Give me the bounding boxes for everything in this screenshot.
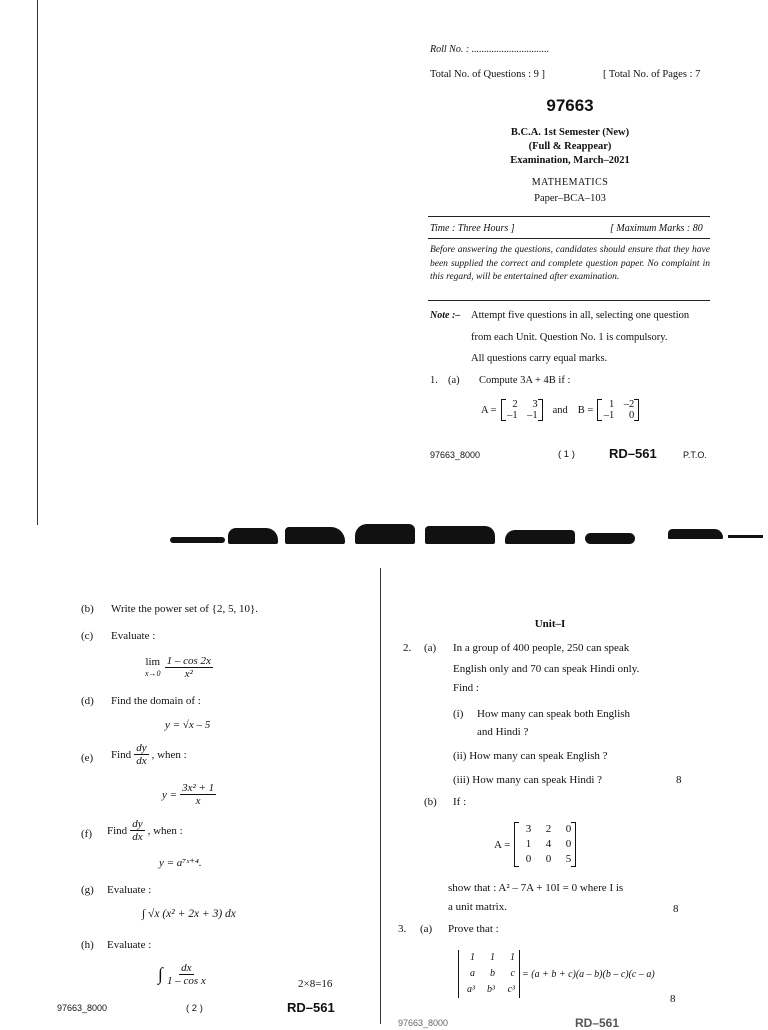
matrix-cell: 0 xyxy=(565,838,572,850)
page-gutter xyxy=(380,568,381,1024)
matrix-b xyxy=(597,399,639,421)
det-cell: 1 xyxy=(470,952,475,963)
exam-session: Examination, March–2021 xyxy=(510,155,630,166)
divider xyxy=(428,300,710,301)
det-cell: c xyxy=(510,968,515,979)
page-edge xyxy=(37,0,38,525)
det-cell: a³ xyxy=(467,984,475,995)
total-questions: Total No. of Questions : 9 ] xyxy=(430,69,546,80)
fraction-numerator: dy xyxy=(136,742,147,754)
fraction-denominator: 1 – cos x xyxy=(166,975,206,987)
note-line-3: All questions carry equal marks. xyxy=(471,353,608,364)
matrix-a-label: A = xyxy=(481,404,497,416)
derivative-prompt xyxy=(107,818,183,843)
maximum-marks: [ Maximum Marks : 80 xyxy=(610,223,703,234)
part-label: (b) xyxy=(81,603,94,615)
part-label: (f) xyxy=(81,828,92,840)
det-cell: c³ xyxy=(507,984,515,995)
det-cell: b³ xyxy=(487,984,495,995)
question-text: and Hindi ? xyxy=(477,726,529,738)
fraction-numerator: dx xyxy=(181,962,192,974)
question-text: Evaluate : xyxy=(107,939,152,951)
question-number: 2. xyxy=(403,642,412,654)
divider xyxy=(428,238,710,239)
find-text: Find xyxy=(107,824,128,837)
matrix-cell: 1 xyxy=(525,838,532,850)
limit-subscript: x→0 xyxy=(145,668,161,678)
marks: 8 xyxy=(676,774,682,786)
det-cell: 1 xyxy=(490,952,495,963)
matrix-cell: 3 xyxy=(532,399,538,410)
footer-rd-code: RD–561 xyxy=(287,1000,335,1015)
part-label: (a) xyxy=(424,642,437,654)
time-allowed: Time : Three Hours ] xyxy=(430,223,515,234)
question-text: show that : A² – 7A + 10I = 0 where I is xyxy=(448,882,624,894)
fraction-denominator: dx xyxy=(136,755,147,767)
and-text: and xyxy=(552,404,568,416)
part-label: (a) xyxy=(420,923,433,935)
footer-page-number: ( 2 ) xyxy=(186,1003,203,1014)
matrix-cell: 4 xyxy=(545,838,552,850)
subject: MATHEMATICS xyxy=(531,177,609,188)
matrix-cell: –1 xyxy=(527,410,538,421)
fraction-numerator: 3x² + 1 xyxy=(182,782,215,794)
course-title: B.C.A. 1st Semester (New) xyxy=(510,127,630,138)
part-label: (e) xyxy=(81,752,94,764)
matrix-cell: 5 xyxy=(565,853,572,865)
matrix-cell: –2 xyxy=(623,399,635,410)
determinant-equation xyxy=(458,950,655,998)
question-number: 1. xyxy=(430,375,438,386)
determinant xyxy=(458,950,520,998)
marks: 8 xyxy=(670,993,676,1005)
fraction-numerator: dy xyxy=(132,818,143,830)
paper-code: 97663 xyxy=(546,96,594,115)
matrix-cell: 0 xyxy=(525,853,532,865)
find-text: Find xyxy=(111,748,132,761)
domain-expression: y = √x – 5 xyxy=(165,719,211,731)
note-label: Note :– xyxy=(430,310,461,321)
function-expression: y = a⁷ˣ⁺⁴. xyxy=(159,857,202,869)
question-text: Prove that : xyxy=(448,923,499,935)
question-text: a unit matrix. xyxy=(448,901,507,913)
footer-code: 97663_8000 xyxy=(57,1003,108,1013)
matrix-cell: 2 xyxy=(545,823,552,835)
footer-page-number: ( 1 ) xyxy=(558,449,575,460)
unit-heading: Unit–I xyxy=(534,618,566,630)
det-cell: a xyxy=(470,968,475,979)
marks: 2×8=16 xyxy=(298,978,333,990)
when-text: , when : xyxy=(151,748,187,761)
note-line-2: from each Unit. Question No. 1 is compulsory. xyxy=(471,332,668,343)
footer-rd-code: RD–561 xyxy=(575,1016,620,1030)
footer-rd-code: RD–561 xyxy=(609,446,657,461)
fraction-numerator: 1 – cos 2x xyxy=(166,655,211,667)
instructions: Before answering the questions, candidates should ensure that they have been supplied the correct and complete question paper. No complaint in this regard, will be entertained after examination. xyxy=(430,245,710,282)
integral-expression xyxy=(158,962,208,987)
divider xyxy=(428,216,710,217)
sub-part-label: (i) xyxy=(453,708,464,720)
marks: 8 xyxy=(673,903,679,915)
matrix-cell: 0 xyxy=(545,853,552,865)
matrix-cell: 3 xyxy=(525,823,532,835)
matrix-a xyxy=(514,822,576,867)
matrix-label: A = xyxy=(494,838,511,851)
roll-no: Roll No. : ............................... xyxy=(430,44,550,55)
total-pages: [ Total No. of Pages : 7 xyxy=(603,69,701,80)
question-number: 3. xyxy=(398,923,407,935)
part-label: (c) xyxy=(81,630,94,642)
matrix-cell: 0 xyxy=(565,823,572,835)
integral-symbol: ∫ xyxy=(158,964,163,984)
question-text: (ii) How many can speak English ? xyxy=(453,750,608,762)
fraction-denominator: dx xyxy=(132,831,143,843)
matrix-equation xyxy=(494,822,576,867)
question-text: In a group of 400 people, 250 can speak xyxy=(453,642,630,654)
note-line-1: Attempt five questions in all, selecting one question xyxy=(471,310,690,321)
part-label: (b) xyxy=(424,796,437,808)
limit-expression xyxy=(145,655,213,680)
footer-code: 97663_8000 xyxy=(430,450,481,460)
derivative-prompt xyxy=(111,742,187,767)
question-text: If : xyxy=(453,796,467,808)
question-text: English only and 70 can speak Hindi only. xyxy=(453,663,640,675)
determinant-rhs: = (a + b + c)(a – b)(b – c)(c – a) xyxy=(522,968,655,980)
fraction-denominator: x xyxy=(195,795,201,807)
fraction-denominator: x² xyxy=(184,668,193,680)
question-text: How many can speak both English xyxy=(477,708,631,720)
matrix-equation xyxy=(481,399,639,421)
question-part-label: (a) xyxy=(448,375,460,386)
det-cell: 1 xyxy=(510,952,515,963)
question-text: Evaluate : xyxy=(107,884,152,896)
matrix-cell: 1 xyxy=(609,399,615,410)
footer-pto: P.T.O. xyxy=(683,450,707,460)
matrix-cell: 2 xyxy=(512,399,518,410)
part-label: (d) xyxy=(81,695,94,707)
question-text: Find : xyxy=(453,682,479,694)
function-expression xyxy=(162,782,216,807)
question-text: (iii) How many can speak Hindi ? xyxy=(453,774,603,786)
footer-code: 97663_8000 xyxy=(398,1018,449,1028)
matrix-b-label: B = xyxy=(577,404,594,416)
matrix-a xyxy=(501,399,543,421)
when-text: , when : xyxy=(147,824,183,837)
question-text: Write the power set of {2, 5, 10}. xyxy=(111,603,258,615)
question-text: Find the domain of : xyxy=(111,695,201,707)
paper-number: Paper–BCA–103 xyxy=(534,193,606,204)
integral-expression: ∫ √x (x² + 2x + 3) dx xyxy=(142,908,236,920)
det-cell: b xyxy=(490,968,495,979)
lhs: y = xyxy=(162,788,178,801)
part-label: (h) xyxy=(81,939,94,951)
matrix-cell: –1 xyxy=(603,410,615,421)
part-label: (g) xyxy=(81,884,94,896)
matrix-cell: –1 xyxy=(507,410,518,421)
question-text: Evaluate : xyxy=(111,630,156,642)
question-text: Compute 3A + 4B if : xyxy=(479,375,571,386)
matrix-cell: 0 xyxy=(629,410,635,421)
limit-symbol: lim xyxy=(145,655,161,668)
exam-mode: (Full & Reappear) xyxy=(528,141,612,152)
